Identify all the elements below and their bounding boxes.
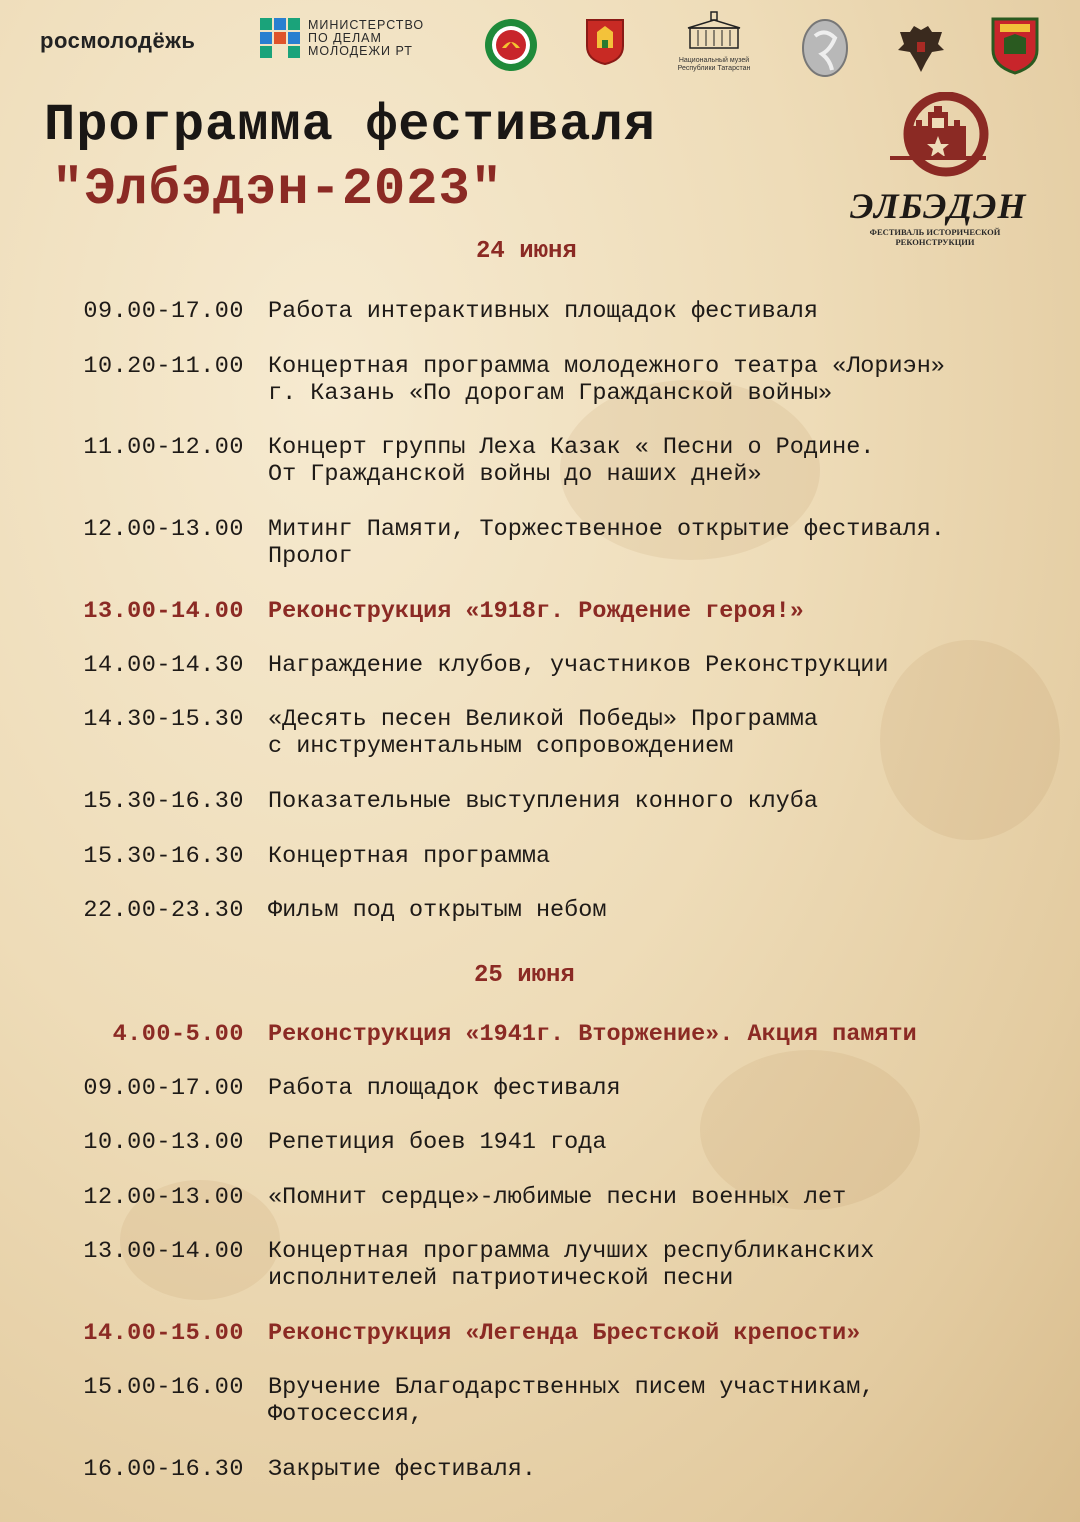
event-description: «Десять песен Великой Победы» Программа с инструментальным сопровождением [268, 706, 818, 760]
tatarstan-emblem-icon [484, 18, 538, 77]
event-time: 13.00-14.00 [83, 1238, 244, 1265]
event-time: 13.00-14.00 [83, 598, 244, 625]
event-description: Показательные выступления конного клуба [268, 788, 818, 815]
event-description: Репетиция боев 1941 года [268, 1129, 607, 1156]
event-time: 14.00-15.00 [83, 1320, 244, 1347]
rosmolodezh-logo: росмолодёжь [40, 28, 196, 53]
event-time: 4.00-5.00 [112, 1021, 244, 1048]
dosaaf-emblem-icon [990, 16, 1040, 81]
event-time: 22.00-23.30 [83, 897, 244, 924]
event-time: 15.00-16.00 [83, 1374, 244, 1401]
sponsor-logos [0, 8, 1080, 78]
event-description: Реконструкция «1918г. Рождение героя!» [268, 598, 804, 625]
event-description: Закрытие фестиваля. [268, 1456, 536, 1483]
event-description: Митинг Памяти, Торжественное открытие фестиваля. Пролог [268, 516, 945, 570]
city-coat-of-arms-icon [585, 18, 625, 71]
event-time: 10.00-13.00 [83, 1129, 244, 1156]
event-description: Фильм под открытым небом [268, 897, 607, 924]
day-header-2: 25 июня [474, 962, 575, 989]
festival-logo [850, 92, 1027, 247]
event-description: «Помнит сердце»-любимые песни военных лет [268, 1184, 847, 1211]
festival-name: "Элбэдэн-2023" [52, 160, 503, 219]
national-museum-logo: Национальный музей Республики Татарстан [664, 10, 764, 73]
ministry-logo [260, 18, 424, 58]
event-description: Награждение клубов, участников Реконструкции [268, 652, 889, 679]
day-header-1: 24 июня [476, 238, 577, 265]
double-headed-eagle-icon [896, 22, 946, 79]
event-time: 10.20-11.00 [83, 353, 244, 380]
page-title: Программа фестиваля [44, 96, 656, 155]
festival-logo-name: ЭЛБЭДЭН [850, 186, 1027, 226]
event-time: 12.00-13.00 [83, 516, 244, 543]
event-description: Концерт группы Леха Казак « Песни о Родине. От Гражданской войны до наших дней» [268, 434, 875, 488]
event-description: Работа площадок фестиваля [268, 1075, 621, 1102]
event-time: 14.30-15.30 [83, 706, 244, 733]
event-description: Концертная программа лучших республиканских исполнителей патриотической песни [268, 1238, 875, 1292]
event-description: Вручение Благодарственных писем участникам, Фотосессия, [268, 1374, 875, 1428]
event-time: 11.00-12.00 [83, 434, 244, 461]
event-time: 15.30-16.30 [83, 843, 244, 870]
event-description: Концертная программа молодежного театра «Лориэн» г. Казань «По дорогам Гражданской войны» [268, 353, 945, 407]
museum-building-icon [684, 10, 744, 52]
event-description: Реконструкция «1941г. Вторжение». Акция памяти [268, 1021, 917, 1048]
event-time: 12.00-13.00 [83, 1184, 244, 1211]
ministry-name: МИНИСТЕРСТВО ПО ДЕЛАМ МОЛОДЕЖИ РТ [308, 17, 425, 58]
event-time: 09.00-17.00 [83, 298, 244, 325]
event-description: Работа интерактивных площадок фестиваля [268, 298, 818, 325]
club-emblem-icon [800, 16, 850, 85]
event-time: 16.00-16.30 [83, 1456, 244, 1483]
event-time: 09.00-17.00 [83, 1075, 244, 1102]
event-time: 15.30-16.30 [83, 788, 244, 815]
event-description: Концертная программа [268, 843, 551, 870]
ministry-mark-icon [260, 18, 300, 58]
fortress-emblem-icon [870, 92, 1000, 182]
event-time: 14.00-14.30 [83, 652, 244, 679]
festival-logo-tagline: ФЕСТИВАЛЬ ИСТОРИЧЕСКОЙ РЕКОНСТРУКЦИИ [869, 227, 1001, 247]
event-description: Реконструкция «Легенда Брестской крепости» [268, 1320, 861, 1347]
